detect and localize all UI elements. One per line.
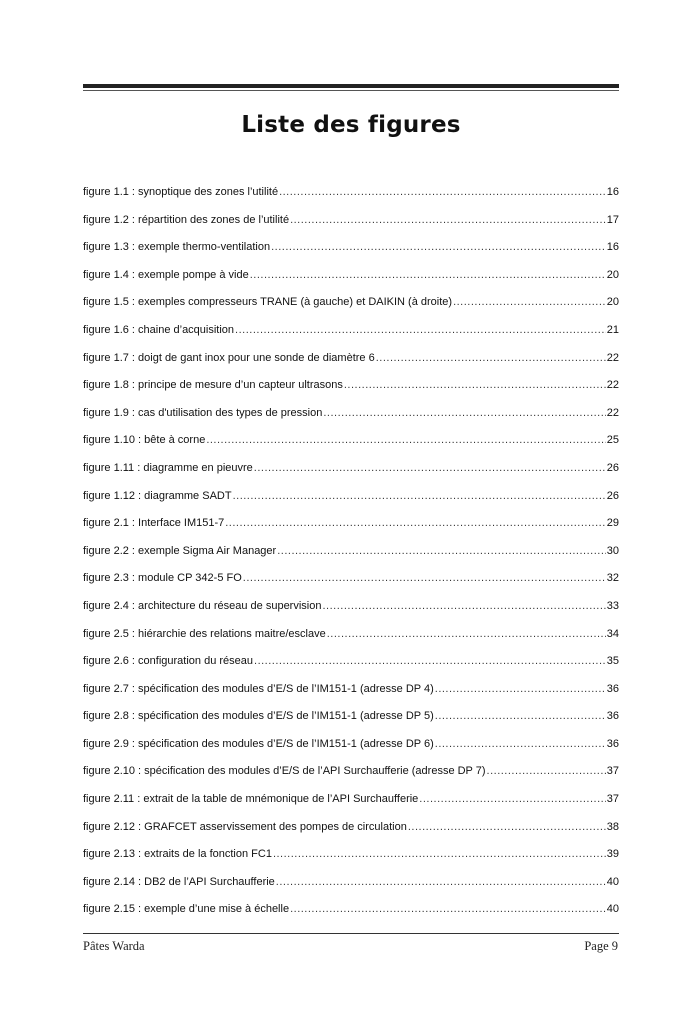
figure-entry-label: figure 1.4 : exemple pompe à vide: [83, 268, 249, 281]
figure-entry[interactable]: [83, 185, 619, 213]
dot-leader: [322, 599, 605, 613]
figure-entry-page: 30: [606, 544, 619, 557]
figure-entry-page: 22: [606, 379, 619, 392]
figure-entry-label: figure 2.11 : extrait de la table de mnémonique de l’API Surchaufferie: [83, 793, 419, 806]
figure-entry-label: figure 2.2 : exemple Sigma Air Manager: [83, 544, 277, 557]
dot-leader: [327, 627, 606, 641]
figure-entry-page: 38: [606, 820, 619, 833]
figure-entry[interactable]: [83, 709, 619, 737]
dot-leader: [487, 764, 606, 778]
figure-entry-page: 40: [606, 903, 619, 916]
figure-entry-page: 32: [606, 572, 619, 585]
figure-entry-label: figure 2.6 : configuration du réseau: [83, 655, 254, 668]
figure-entry-page: 29: [606, 517, 619, 530]
figure-entry[interactable]: [83, 764, 619, 792]
figure-entry-label: figure 2.9 : spécification des modules d’E/S de l’IM151-1 (adresse DP 6): [83, 737, 434, 750]
figure-entry-page: 37: [606, 765, 619, 778]
figure-entry[interactable]: [83, 295, 619, 323]
figure-entry-label: figure 2.4 : architecture du réseau de supervision: [83, 599, 322, 612]
figure-entry-label: figure 1.8 : principe de mesure d’un capteur ultrasons: [83, 379, 343, 392]
figure-entry-label: figure 1.9 : cas d'utilisation des types de pression: [83, 406, 323, 419]
dot-leader: [271, 240, 606, 254]
dot-leader: [408, 820, 606, 834]
figure-entry-label: figure 1.10 : bête à corne: [83, 434, 206, 447]
figure-entry-page: 36: [606, 737, 619, 750]
footer-rule: [83, 933, 619, 934]
figure-entry[interactable]: [83, 627, 619, 655]
figure-entry-label: figure 2.13 : extraits de la fonction FC1: [83, 848, 272, 861]
dot-leader: [419, 792, 605, 806]
figure-entry-page: 22: [606, 406, 619, 419]
figure-entry[interactable]: [83, 875, 619, 903]
dot-leader: [250, 268, 606, 282]
dot-leader: [276, 875, 606, 889]
figure-entry[interactable]: [83, 902, 619, 930]
dot-leader: [435, 709, 606, 723]
figure-entry[interactable]: [83, 351, 619, 379]
figure-entry-page: 39: [606, 848, 619, 861]
figure-entry-page: 25: [606, 434, 619, 447]
figure-entry-label: figure 2.1 : Interface IM151-7: [83, 517, 225, 530]
figure-entry-page: 35: [606, 655, 619, 668]
figure-entry-page: 16: [606, 241, 619, 254]
dot-leader: [344, 378, 606, 392]
figure-entry-label: figure 2.8 : spécification des modules d’E/S de l’IM151-1 (adresse DP 5): [83, 710, 434, 723]
figure-entry-label: figure 1.7 : doigt de gant inox pour une sonde de diamètre 6: [83, 351, 375, 364]
figure-entry-page: 26: [606, 489, 619, 502]
figure-entry[interactable]: [83, 544, 619, 572]
figure-entry[interactable]: [83, 489, 619, 517]
figure-entry-label: figure 2.14 : DB2 de l’API Surchaufferie: [83, 875, 275, 888]
figure-entry-page: 16: [606, 186, 619, 198]
figure-entry[interactable]: [83, 847, 619, 875]
dot-leader: [277, 544, 606, 558]
figure-entry[interactable]: [83, 268, 619, 296]
dot-leader: [323, 406, 605, 420]
header-rule-thick: [83, 84, 619, 88]
dot-leader: [273, 847, 606, 861]
dot-leader: [376, 351, 606, 365]
figure-entry[interactable]: [83, 461, 619, 489]
figure-entry-page: 36: [606, 682, 619, 695]
dot-leader: [235, 323, 606, 337]
dot-leader: [254, 461, 606, 475]
figure-entry-label: figure 1.11 : diagramme en pieuvre: [83, 461, 253, 474]
dot-leader: [435, 682, 606, 696]
figure-entry[interactable]: [83, 737, 619, 765]
figure-list: [83, 185, 619, 930]
figure-entry[interactable]: [83, 323, 619, 351]
figure-entry-label: figure 2.15 : exemple d’une mise à échelle: [83, 903, 290, 916]
figure-entry[interactable]: [83, 654, 619, 682]
dot-leader: [279, 185, 606, 199]
footer-page-number: Page 9: [584, 939, 618, 953]
figure-entry-label: figure 1.6 : chaine d’acquisition: [83, 323, 235, 336]
figure-entry-page: 37: [606, 793, 619, 806]
figure-entry[interactable]: [83, 682, 619, 710]
figure-entry-label: figure 1.3 : exemple thermo-ventilation: [83, 241, 271, 254]
figure-entry-label: figure 2.12 : GRAFCET asservissement des pompes de circulation: [83, 820, 407, 833]
dot-leader: [290, 213, 606, 227]
dot-leader: [290, 902, 606, 916]
dot-leader: [243, 571, 606, 585]
figure-entry-page: 36: [606, 710, 619, 723]
figure-entry-label: figure 2.10 : spécification des modules d’E/S de l’API Surchaufferie (adresse DP 7): [83, 765, 486, 778]
figure-entry[interactable]: [83, 378, 619, 406]
figure-entry[interactable]: [83, 571, 619, 599]
figure-entry-label: figure 1.5 : exemples compresseurs TRANE (à gauche) et DAIKIN (à droite): [83, 296, 453, 309]
figure-entry[interactable]: [83, 516, 619, 544]
figure-entry-page: 20: [606, 296, 619, 309]
figure-entry-page: 26: [606, 461, 619, 474]
figure-entry-page: 40: [606, 875, 619, 888]
figure-entry-label: figure 1.1 : synoptique des zones l’utilité: [83, 186, 279, 198]
header-rule-thin: [83, 90, 619, 91]
figure-entry-label: figure 1.12 : diagramme SADT: [83, 489, 232, 502]
figure-entry-label: figure 2.3 : module CP 342-5 FO: [83, 572, 242, 585]
figure-entry[interactable]: [83, 792, 619, 820]
figure-entry[interactable]: [83, 599, 619, 627]
dot-leader: [453, 295, 606, 309]
figure-entry-page: 20: [606, 268, 619, 281]
figure-entry[interactable]: [83, 213, 619, 241]
dot-leader: [254, 654, 606, 668]
figure-entry-page: 34: [606, 627, 619, 640]
dot-leader: [225, 516, 606, 530]
dot-leader: [233, 489, 606, 503]
figure-entry[interactable]: [83, 820, 619, 848]
figure-entry-page: 33: [606, 599, 619, 612]
figure-entry-label: figure 1.2 : répartition des zones de l’utilité: [83, 213, 290, 226]
figure-entry-page: 22: [606, 351, 619, 364]
dot-leader: [206, 433, 605, 447]
figure-entry[interactable]: [83, 240, 619, 268]
figure-entry[interactable]: [83, 433, 619, 461]
figure-entry-page: 17: [606, 213, 619, 226]
figure-entry-label: figure 2.5 : hiérarchie des relations maitre/esclave: [83, 627, 326, 640]
footer-author: Pâtes Warda: [83, 939, 145, 953]
figure-entry-page: 21: [606, 323, 619, 336]
figure-entry-label: figure 2.7 : spécification des modules d’E/S de l’IM151-1 (adresse DP 4): [83, 682, 434, 695]
page-title: Liste des figures: [241, 112, 461, 138]
dot-leader: [435, 737, 606, 751]
figure-entry[interactable]: [83, 406, 619, 434]
